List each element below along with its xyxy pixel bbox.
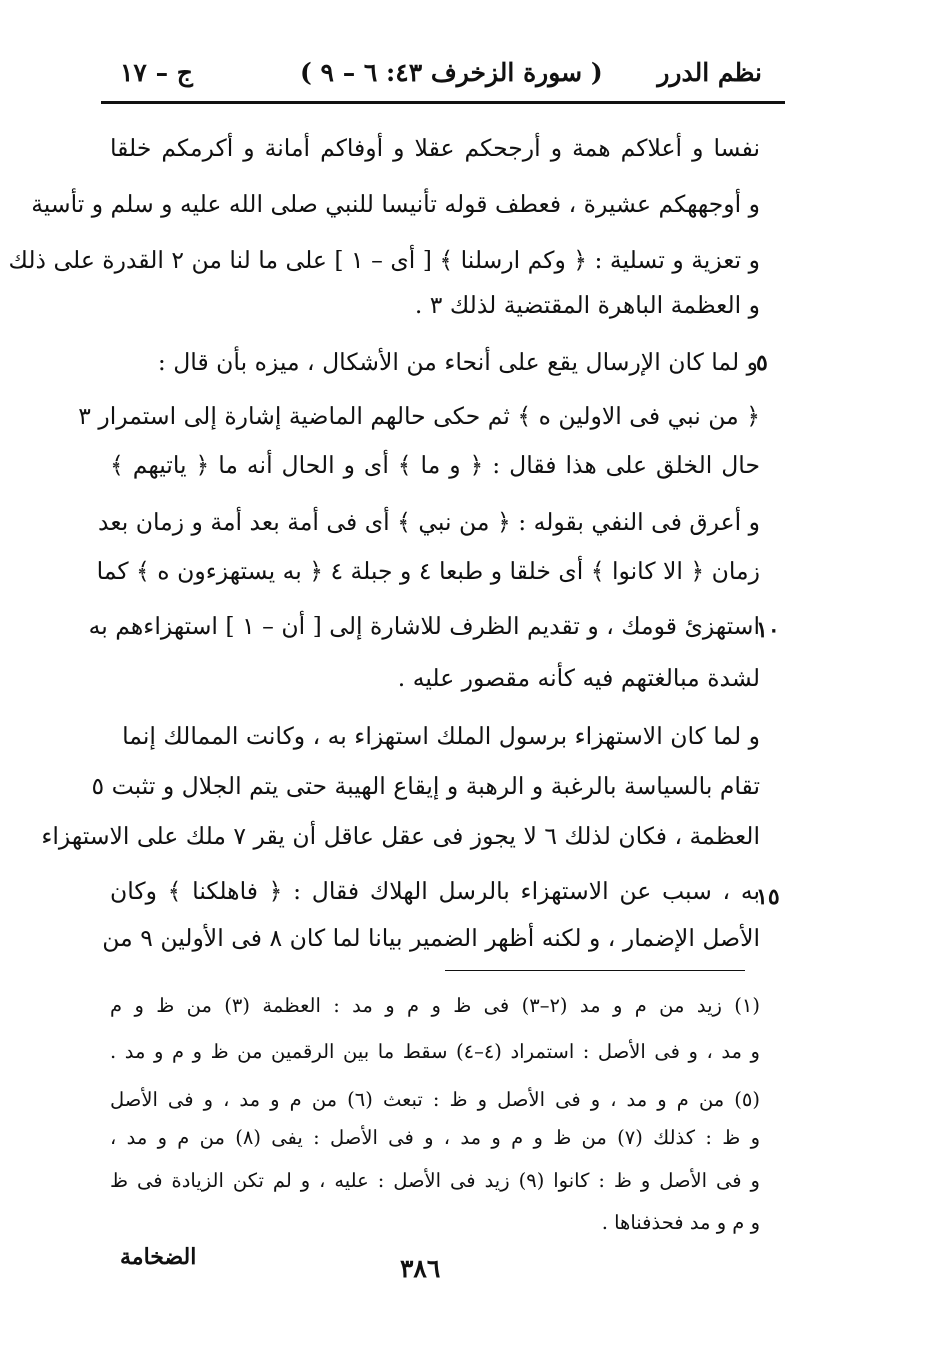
body-line: الأصل الإضمار ، و لكنه أظهر الضمير بيانا لما كان ٨ فى الأولين ٩ من (102, 924, 760, 952)
footnote-line: (١) زيد من م و مد (٢–٣) فى ظ و م و مد : العظمة (٣) من ظ و م (110, 994, 760, 1017)
footnote-line: و مد ، و فى الأصل : استمراد (٤–٤) سقط ما بين الرقمين من ظ و م و مد . (110, 1040, 760, 1063)
body-line: به ، سبب عن الاستهزاء بالرسل الهلاك فقال : ﴿ فاهلكنا ﴾ وكان (110, 877, 760, 905)
body-line: حال الخلق على هذا فقال : ﴿ و ما ﴾ أى و الحال أنه ما ﴿ ياتيهم ﴾ (110, 451, 760, 479)
running-head-title: نظم الدرر (657, 58, 762, 87)
line-number: ١٠ (756, 617, 780, 643)
body-line: و لما كان الاستهزاء برسول الملك استهزاء به ، وكانت الممالك إنما (122, 722, 760, 750)
header-rule (101, 101, 785, 104)
body-line: نفسا و أعلاكم همة و أرجحكم عقلا و أوفاكم أمانة و أكرمكم خلقا (110, 134, 760, 162)
footnote-line: (٥) من م و مد ، و فى الأصل و ظ : تبعث (٦) من م و مد ، و فى الأصل (110, 1088, 761, 1111)
footnote-line: و فى الأصل و ظ : كانوا (٩) زيد فى الأصل : عليه ، و لم تكن الزيادة فى ظ (110, 1169, 760, 1192)
body-line: و العظمة الباهرة المقتضية لذلك ٣ . (414, 291, 760, 319)
body-line: استهزئ قومك ، و تقديم الظرف للاشارة إلى [ أن – ١ ] استهزاءهم به (88, 612, 760, 640)
body-line: العظمة ، فكان لذلك ٦ لا يجوز فى عقل عاقل أن يقر ٧ ملك على الاستهزاء (41, 822, 760, 850)
body-line: تقام بالسياسة بالرغبة و الرهبة و إيقاع الهيبة حتى يتم الجلال و تثبت ٥ (91, 772, 760, 800)
body-line: ﴿ من نبي فى الاولين ه ﴾ ثم حكى حالهم الماضية إشارة إلى استمرار ٣ (78, 402, 760, 430)
footnote-line: و م و مد فحذفناها . (601, 1211, 760, 1234)
footnote-rule (445, 970, 745, 971)
running-head-volume: ج – ١٧ (120, 58, 193, 87)
printer-signature: الضخامة (120, 1244, 197, 1270)
body-line: و تعزية و تسلية : ﴿ وكم ارسلنا ﴾ [ أى – ١ ] على ما لنا من ٢ القدرة على ذلك (8, 246, 760, 274)
line-number: ٥ (756, 350, 768, 376)
footnote-line: و ظ : كذلك (٧) من ظ و م و مد ، و فى الأصل : يفى (٨) من م و مد ، (110, 1126, 760, 1149)
body-line: زمان ﴿ الا كانوا ﴾ أى خلقا و طبعا ٤ و جبلة ٤ ﴿ به يستهزءون ه ﴾ كما (96, 557, 760, 585)
body-line: و أعرق فى النفي بقوله : ﴿ من نبي ﴾ أى فى أمة بعد أمة و زمان بعد (98, 508, 760, 536)
line-number: ١٥ (756, 884, 780, 910)
body-line: و لما كان الإرسال يقع على أنحاء من الأشكال ، ميزه بأن قال : (157, 348, 758, 376)
body-line: و أوجههكم عشيرة ، فعطف قوله تأنيسا للنبي صلى الله عليه و سلم و تأسية (31, 190, 760, 218)
running-head-surah: ( سورة الزخرف ٤٣: ٦ – ٩ ) (300, 58, 603, 87)
page-number: ٣٨٦ (400, 1254, 441, 1283)
body-line: لشدة مبالغتهم فيه كأنه مقصور عليه . (397, 664, 760, 692)
